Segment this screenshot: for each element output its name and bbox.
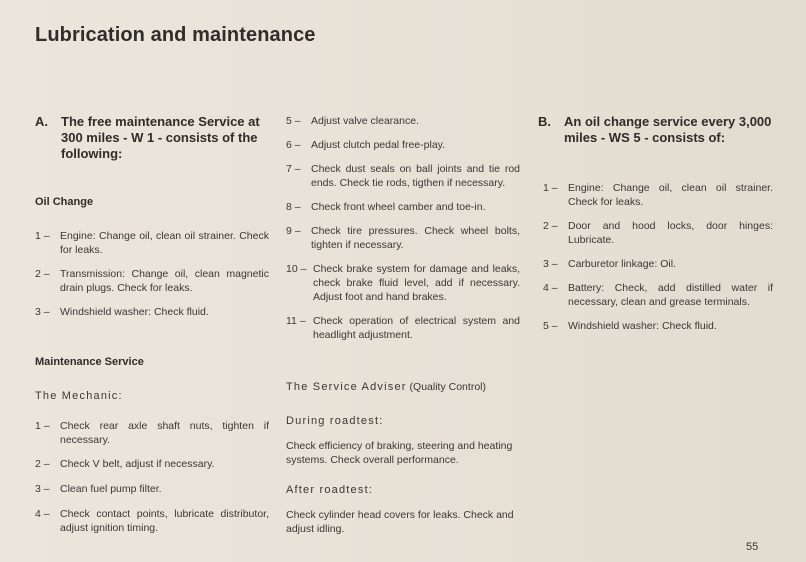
during-roadtest-label: During roadtest: <box>286 415 384 427</box>
after-roadtest-text: Check cylinder head covers for leaks. Check and adjust idling. <box>286 509 514 535</box>
page-number: 55 <box>746 541 759 553</box>
item-text: Adjust valve clearance. <box>311 115 419 127</box>
item-number: 1 – <box>35 420 50 432</box>
section-b-heading-block <box>538 114 774 146</box>
service-adviser-label: The Service Adviser <box>286 381 407 393</box>
list-item <box>35 267 269 295</box>
list-item <box>543 181 773 209</box>
section-b-heading <box>538 114 774 146</box>
item-text: Carburetor linkage: Oil. <box>568 258 676 270</box>
item-text: Windshield washer: Check fluid. <box>60 306 209 318</box>
list-item <box>35 305 269 319</box>
mechanic-list <box>35 419 269 535</box>
item-number: 5 – <box>286 115 301 127</box>
list-item <box>543 281 773 309</box>
section-a-letter: A. <box>35 114 48 129</box>
item-number: 2 – <box>35 268 50 280</box>
item-number: 10 – <box>286 263 307 275</box>
list-item <box>286 262 520 304</box>
item-text: Adjust clutch pedal free-play. <box>311 139 446 151</box>
item-number: 4 – <box>543 282 558 294</box>
item-number: 1 – <box>543 182 558 194</box>
item-text: Check contact points, lubricate distributor, adjust ignition timing. <box>60 508 269 534</box>
item-text: Battery: Check, add distilled water if necessary, clean and grease terminals. <box>568 282 773 308</box>
list-item <box>286 224 520 252</box>
item-number: 3 – <box>35 483 50 495</box>
item-number: 11 – <box>286 315 306 327</box>
list-item <box>35 457 269 471</box>
during-roadtest-text: Check efficiency of braking, steering and heating systems. Check overall performance. <box>286 440 513 466</box>
list-item <box>286 200 520 214</box>
list-item <box>543 319 773 333</box>
item-number: 8 – <box>286 201 301 213</box>
item-number: 3 – <box>35 306 50 318</box>
list-item <box>35 507 269 535</box>
mechanic-label: The Mechanic: <box>35 390 123 402</box>
item-text: Check rear axle shaft nuts, tighten if necessary. <box>60 420 269 446</box>
page-title: Lubrication and maintenance <box>35 24 316 46</box>
item-text: Check brake system for damage and leaks, check brake fluid level, add if necessary. Adjust foot and hand brakes. <box>313 263 520 303</box>
section-b-list <box>543 181 773 333</box>
item-number: 6 – <box>286 139 301 151</box>
section-a-heading-block <box>35 114 271 162</box>
item-text: Check front wheel camber and toe-in. <box>311 201 486 213</box>
item-number: 1 – <box>35 230 50 242</box>
oil-change-label: Oil Change <box>35 196 94 208</box>
item-text: Transmission: Change oil, clean magnetic drain plugs. Check for leaks. <box>60 268 269 294</box>
section-b-letter: B. <box>538 114 551 129</box>
item-number: 4 – <box>35 508 50 520</box>
list-item <box>35 419 269 447</box>
section-a-heading <box>35 114 271 162</box>
list-item <box>286 114 520 128</box>
item-number: 9 – <box>286 225 301 237</box>
item-text: Clean fuel pump filter. <box>60 483 162 495</box>
list-item <box>35 482 269 496</box>
item-text: Check tire pressures. Check wheel bolts, tighten if necessary. <box>311 225 520 251</box>
item-text: Check V belt, adjust if necessary. <box>60 458 215 470</box>
item-text: Engine: Change oil, clean oil strainer. Check for leaks. <box>568 182 773 208</box>
item-number: 2 – <box>35 458 50 470</box>
item-text: Check operation of electrical system and headlight adjustment. <box>313 315 520 341</box>
list-item <box>286 162 520 190</box>
item-number: 3 – <box>543 258 558 270</box>
section-a-heading-text: The free maintenance Service at 300 miles - W 1 - consists of the following: <box>61 114 260 161</box>
item-text: Engine: Change oil, clean oil strainer. Check for leaks. <box>60 230 269 256</box>
maintenance-service-label: Maintenance Service <box>35 356 144 368</box>
list-item <box>286 314 520 342</box>
middle-list <box>286 114 520 342</box>
item-number: 2 – <box>543 220 558 232</box>
item-text: Check dust seals on ball joints and tie rod ends. Check tie rods, tigthen if necessary. <box>311 163 520 189</box>
item-number: 5 – <box>543 320 558 332</box>
oil-change-list <box>35 229 269 319</box>
after-roadtest-label: After roadtest: <box>286 484 374 496</box>
item-text: Door and hood locks, door hinges: Lubricate. <box>568 220 773 246</box>
quality-control-label: (Quality Control) <box>409 381 486 393</box>
list-item <box>286 138 520 152</box>
service-adviser-heading <box>286 380 486 394</box>
item-number: 7 – <box>286 163 301 175</box>
list-item <box>543 257 773 271</box>
section-b-heading-text: An oil change service every 3,000 miles - WS 5 - consists of: <box>564 114 772 145</box>
list-item <box>543 219 773 247</box>
list-item <box>35 229 269 257</box>
item-text: Windshield washer: Check fluid. <box>568 320 717 332</box>
